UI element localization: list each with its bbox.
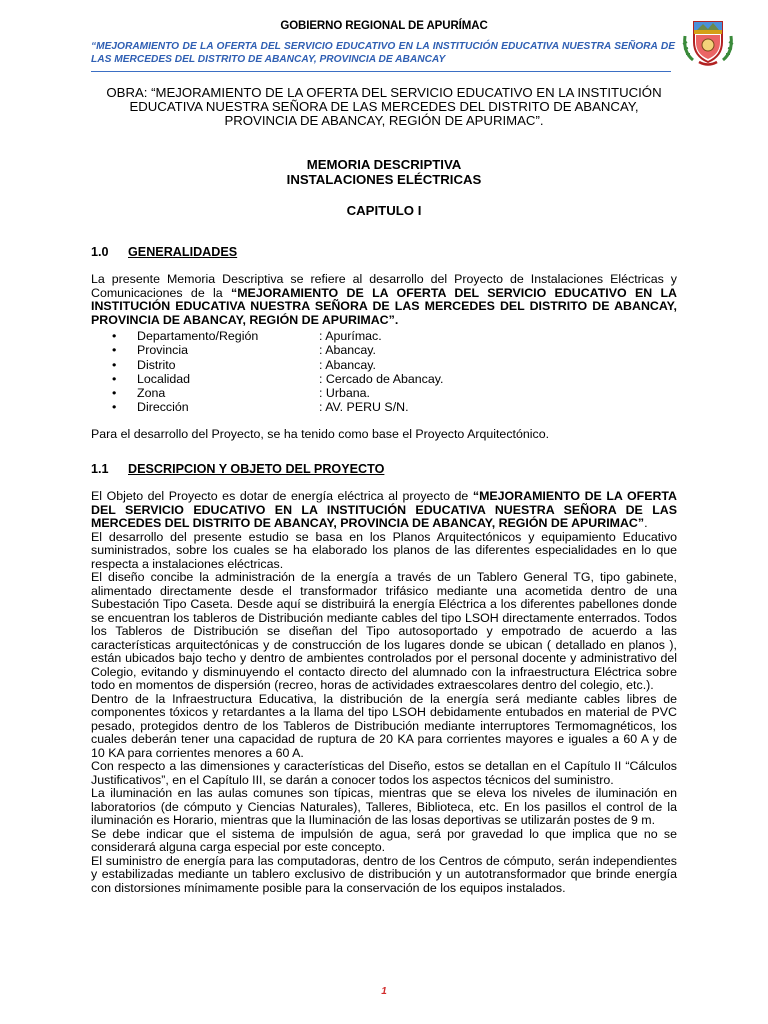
list-item-key: Zona xyxy=(137,386,166,401)
section-title: GENERALIDADES xyxy=(128,245,238,259)
intro-project-name: “MEJORAMIENTO DE LA OFERTA DEL SERVICIO EDUCATIVO EN LA INSTITUCIÓN EDUCATIVA NUESTRA SEÑORA DE LAS MERCEDES DEL DISTRITO DE ABANCAY, PROVINCIA DE ABANCAY, REGIÓN DE APURIMAC”. xyxy=(91,285,678,327)
section-heading-descripcion xyxy=(91,462,384,476)
document-page: GOBIERNO REGIONAL DE APURÍMAC “MEJORAMIENTO DE LA OFERTA DEL SERVICIO EDUCATIVO EN LA INSTITUCIÓN EDUCATIVA NUESTRA SEÑORA DE LAS MERCEDES DEL DISTRITO DE ABANCAY, PROVINCIA DE ABANCAY OBRA: “MEJORAMIENTO DE LA OFERTA DEL SERVICIO EDUCATIVO EN LA INSTITUCIÓN EDUCATIVA NUESTRA SEÑORA DE LAS MERCEDES DEL DISTRITO DE ABANCAY, PROVINCIA DE ABANCAY, REGIÓN DE APURIMAC”. MEMORIA DESCRIPTIVA INSTALACIONES ELÉCTRICAS CAPITULO I 1.0 GENERALIDADES La presente Memoria Descriptiva se refiere al desarrollo del Proyecto de Instalaciones Eléctricas y Comunicaciones de la “MEJORAMIENTO DE LA OFERTA DEL SERVICIO EDUCATIVO EN LA INSTITUCIÓN EDUCATIVA NUESTRA SEÑORA DE LAS MERCEDES DEL DISTRITO DE ABANCAY, PROVINCIA DE ABANCAY, REGIÓN DE APURIMAC”. • Departamento/Región : Apurímac. • Provincia : Abancay. • Distrito : Abancay. • Localidad : Cercado de Abancay. • Zona : Urbana. • Dirección : AV. PERU S/N. Para el desarrollo del Proyecto, se ha tenido como base el Proyecto Arquitectónico. 1.1 DESCRIPCION Y OBJETO DEL PROYECTO El Objeto del Proyecto es dotar de energía eléctrica al proyecto de “MEJORAMIENTO DE LA OFERTA DEL SERVICIO EDUCATIVO EN LA INSTITUCIÓN EDUCATIVA NUESTRA SEÑORA DE LAS MERCEDES DEL DISTRITO DE ABANCAY, PROVINCIA DE ABANCAY, REGIÓN DE APURIMAC”. El desarrollo del presente estudio se basa en los Planos Arquitectónicos y equipamiento Educativo suministrados, sobre los cuales se ha elaborado los planos de las diferentes especialidades en lo que respecta a instalaciones eléctricas. El diseño concibe la administración de la energía a través de un Tablero General TG, tipo gabinete, alimentado directamente desde el transformador trifásico mediante una acometida dentro de una Subestación Tipo Caseta. Desde aquí se distribuirá la energía Eléctrica a los diferentes pabellones donde se encuentran los tableros de Distribución mediante cables del tipo LSOH directamente enterrados. Todos los Tableros de Distribución se diseñan del Tipo autosoportado y empotrado de acuerdo a las características arquitectónicas y de construcción de los lugares donde se ubican ( detallado en planos ), están ubicados bajo techo y dentro de ambientes controlados por el personal docente y administrativo del Colegio, evitando y disminuyendo el contacto directo del alumnado con la infraestructura Eléctrica sobre todo en momentos de dispersión (recreo, horas de actividades extraescolares dentro del colegio, etc.). Dentro de la Infraestructura Educativa, la distribución de la energía será mediante cables libres de componentes tóxicos y retardantes a la llama del tipo LSOH debidamente entubados en material de PVC pesado, protegidos dentro de los Tableros de Distribución mediante interruptores Termomagnéticos, los cuales deberán tener una capacidad de ruptura de 20 KA para corrientes mayores e iguales a 60 A y de 10 KA para corrientes menores a 60 A. Con respecto a las dimensiones y características del Diseño, estos se detallan en el Capítulo II “Cálculos Justificativos”, en el Capítulo III, se darán a conocer todos los aspectos técnicos del suministro. La iluminación en las aulas comunes son típicas, mientras que se eleva los niveles de iluminación en laboratorios (de cómputo y Ciencias Naturales), Talleres, Biblioteca, etc. En los pasillos el control de la iluminación es Horario, mientras que la Iluminación de las losas deportivas se utilizarán postes de 9 m. Se debe indicar que el sistema de impulsión de agua, será por gravedad lo que implica que no se considerará alguna carga especial por este concepto. El suministro de energía para las computadoras, dentro de los Centros de cómputo, serán independientes y estabilizadas mediante un tablero exclusivo de distribución y un autotransformador que brinde energía con distorsiones mínimamente posible para la conservación de los equipos instalados. 1 xyxy=(0,0,768,1024)
project-name: “MEJORAMIENTO DE LA OFERTA DEL SERVICIO EDUCATIVO EN LA INSTITUCIÓN EDUCATIVA NUESTRA SEÑORA DE LAS MERCEDES DEL DISTRITO DE ABANCAY, PROVINCIA DE ABANCAY, REGIÓN DE APURIMAC” xyxy=(91,489,677,530)
obra-title: OBRA: “MEJORAMIENTO DE LA OFERTA DEL SERVICIO EDUCATIVO EN LA INSTITUCIÓN EDUCATIVA NUESTRA SEÑORA DE LAS MERCEDES DEL DISTRITO DE ABANCAY, PROVINCIA DE ABANCAY, REGIÓN DE APURIMAC”. xyxy=(106,85,662,129)
section-number: 1.1 xyxy=(91,462,109,476)
list-item-key: Dirección xyxy=(137,400,189,415)
paragraph: El desarrollo del presente estudio se basa en los Planos Arquitectónicos y equipamiento Educativo suministrados, sobre los cuales se ha elaborado los planos de las diferentes especialidades en lo que respecta a instalaciones eléctricas. xyxy=(91,529,677,571)
header-government: GOBIERNO REGIONAL DE APURÍMAC xyxy=(280,20,488,32)
paragraph: El diseño concibe la administración de la energía a través de un Tablero General TG, tipo gabinete, alimentado directamente desde el transformador trifásico mediante una acometida dentro de una Subestación Tipo Caseta. Desde aquí se distribuirá la energía Eléctrica a los diferentes pabellones donde se encuentran los tableros de Distribución mediante cables del tipo LSOH directamente enterrados. Todos los Tableros de Distribución se diseñan del Tipo autosoportado y empotrado de acuerdo a las características arquitectónicas y de construcción de los lugares donde se ubican ( detallado en planos ), están ubicados bajo techo y dentro de ambientes controlados por el personal docente y administrativo del Colegio, evitando y disminuyendo el contacto directo del alumnado con la infraestructura Eléctrica sobre todo en momentos de dispersión (recreo, horas de actividades extraescolares dentro del colegio, etc.). xyxy=(91,570,677,692)
list-item-value: : Apurímac. xyxy=(319,329,382,343)
list-item-value: : Urbana. xyxy=(319,386,370,401)
paragraph: Con respecto a las dimensiones y características del Diseño, estos se detallan en el Capítulo II “Cálculos Justificativos”, en el Capítulo III, se darán a conocer todos los aspectos técnicos del suministro. xyxy=(91,759,677,787)
paragraph: El Objeto del Proyecto es dotar de energía eléctrica al proyecto de “MEJORAMIENTO DE LA OFERTA DEL SERVICIO EDUCATIVO EN LA INSTITUCIÓN EDUCATIVA NUESTRA SEÑORA DE LAS MERCEDES DEL DISTRITO DE ABANCAY, PROVINCIA DE ABANCAY, REGIÓN DE APURIMAC”. xyxy=(91,489,677,530)
intro-text: La presente Memoria Descriptiva se refiere al desarrollo del Proyecto de Instalaciones Eléctricas y Comunicaciones de la xyxy=(91,272,677,300)
section-heading-generalidades xyxy=(91,245,237,259)
list-item-key: Provincia xyxy=(137,343,188,358)
paragraph: La iluminación en las aulas comunes son típicas, mientras que se eleva los niveles de iluminación en laboratorios (de cómputo y Ciencias Naturales), Talleres, Biblioteca, etc. En los pasillos el control de la iluminación es Horario, mientras que la Iluminación de las losas deportivas se utilizarán postes de 9 m. xyxy=(91,786,677,827)
paragraph: Dentro de la Infraestructura Educativa, la distribución de la energía será mediante cables libres de componentes tóxicos y retardantes a la llama del tipo LSOH debidamente entubados en material de PVC pesado, protegidos dentro de los Tableros de Distribución mediante interruptores Termomagnéticos, los cuales deberán tener una capacidad de ruptura de 20 KA para corrientes mayores e iguales a 60 A y de 10 KA para corrientes menores a 60 A. xyxy=(91,691,677,760)
list-item-value: : AV. PERU S/N. xyxy=(319,400,409,415)
document-title xyxy=(0,158,768,187)
title-line-1: MEMORIA DESCRIPTIVA xyxy=(306,157,462,172)
generalidades-intro xyxy=(91,273,677,327)
list-item-value: : Abancay. xyxy=(319,343,376,358)
list-item-value: : Cercado de Abancay. xyxy=(319,371,444,386)
list-item-value: : Abancay. xyxy=(319,357,376,372)
paragraph: El suministro de energía para las computadoras, dentro de los Centros de cómputo, serán independientes y estabilizadas mediante un tablero exclusivo de distribución y un autotransformador que brinde energía con distorsiones mínimamente posible para la conservación de los equipos instalados. xyxy=(91,853,677,895)
section-number: 1.0 xyxy=(91,245,109,259)
list-item-key: Localidad xyxy=(137,371,191,386)
header-divider xyxy=(91,71,671,72)
list-item-key: Departamento/Región xyxy=(137,329,259,343)
regional-coat-of-arms-icon xyxy=(679,12,737,68)
chapter-title: CAPITULO I xyxy=(346,203,422,218)
header-project-title: “MEJORAMIENTO DE LA OFERTA DEL SERVICIO EDUCATIVO EN LA INSTITUCIÓN EDUCATIVA NUESTRA SEÑORA DE LAS MERCEDES DEL DISTRITO DE ABANCAY, PROVINCIA DE ABANCAY xyxy=(91,41,675,65)
list-item-key: Distrito xyxy=(137,357,176,372)
section-title: DESCRIPCION Y OBJETO DEL PROYECTO xyxy=(128,462,385,476)
generalidades-closing: Para el desarrollo del Proyecto, se ha tenido como base el Proyecto Arquitectónico. xyxy=(91,427,550,441)
paragraph: Se debe indicar que el sistema de impulsión de agua, será por gravedad lo que implica que no se considerará alguna carga especial por este concepto. xyxy=(91,826,677,854)
title-line-2: INSTALACIONES ELÉCTRICAS xyxy=(286,171,482,187)
page-number: 1 xyxy=(381,986,387,997)
descripcion-body xyxy=(91,490,677,895)
